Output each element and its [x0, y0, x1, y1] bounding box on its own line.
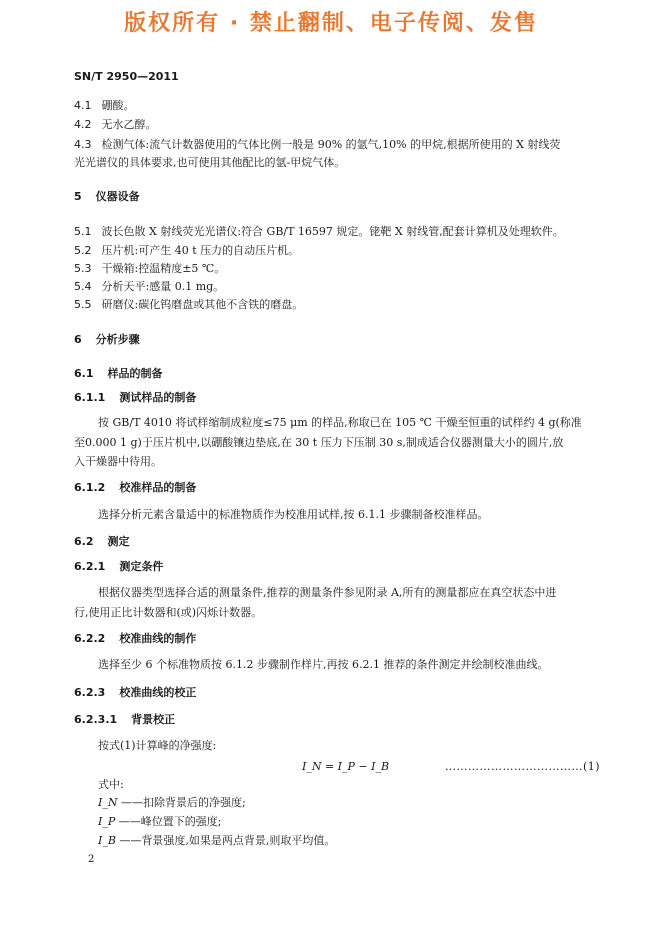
watermark-banner: 版权所有 · 禁止翻制、电子传阅、发售 — [124, 11, 538, 36]
definition-in: I_N ——扣除背景后的净强度; — [98, 796, 246, 809]
formula-1: I_N = I_P − I_B — [302, 760, 390, 773]
clause-5-4: 5.4 分析天平:感量 0.1 mg。 — [74, 280, 225, 293]
clause-4-3-cont: 光光谱仪的具体要求,也可使用其他配比的氩-甲烷气体。 — [74, 156, 346, 169]
para-6-1-2: 选择分析元素含量适中的标准物质作为校准用试样,按 6.1.1 步骤制备校准样品。 — [98, 508, 489, 521]
clause-4-3: 4.3 检测气体:流气计数器使用的气体比例一般是 90% 的氩气,10% 的甲烷,根据所使用的 X 射线荧 — [74, 138, 561, 151]
section-5-heading: 5 仪器设备 — [74, 190, 140, 203]
page-number: 2 — [88, 854, 95, 865]
section-6-1-heading: 6.1 样品的制备 — [74, 367, 163, 380]
section-6-heading: 6 分析步骤 — [74, 333, 140, 346]
clause-5-2: 5.2 压片机:可产生 40 t 压力的自动压片机。 — [74, 244, 300, 257]
para-6-1-1-line3: 入干燥器中待用。 — [74, 455, 162, 468]
clause-4-1: 4.1 硼酸。 — [74, 99, 135, 112]
para-6-1-1-line1: 按 GB/T 4010 将试样缩制成粒度≤75 μm 的样品,称取已在 105 ℃ 干燥至恒重的试样约 4 g(称准 — [98, 416, 582, 429]
section-6-2-3-1-heading: 6.2.3.1 背景校正 — [74, 713, 176, 726]
clause-5-5: 5.5 研磨仪:碳化钨磨盘或其他不含铁的磨盘。 — [74, 298, 304, 311]
where-label: 式中: — [98, 778, 124, 791]
definition-ib: I_B ——背景强度,如果是两点背景,则取平均值。 — [98, 834, 336, 847]
para-6-2-1-line1: 根据仪器类型选择合适的测量条件,推荐的测量条件参见附录 A,所有的测量都应在真空状态中进 — [98, 586, 557, 599]
clause-4-2: 4.2 无水乙醇。 — [74, 118, 157, 131]
section-6-1-1-heading: 6.1.1 测试样品的制备 — [74, 391, 197, 404]
section-6-1-2-heading: 6.1.2 校准样品的制备 — [74, 481, 197, 494]
section-6-2-heading: 6.2 测定 — [74, 535, 130, 548]
section-6-2-2-heading: 6.2.2 校准曲线的制作 — [74, 632, 197, 645]
definition-ip: I_P ——峰位置下的强度; — [98, 815, 222, 828]
section-6-2-3-heading: 6.2.3 校准曲线的校正 — [74, 686, 197, 699]
section-6-2-1-heading: 6.2.1 测定条件 — [74, 560, 164, 573]
standard-id: SN/T 2950—2011 — [74, 70, 179, 83]
para-6-2-2: 选择至少 6 个标准物质按 6.1.2 步骤制作样片,再按 6.2.1 推荐的条件测定并绘制校准曲线。 — [98, 658, 549, 671]
clause-5-3: 5.3 干燥箱:控温精度±5 ℃。 — [74, 262, 226, 275]
formula-number: ………………………………(1) — [445, 760, 601, 773]
para-6-2-3-1: 按式(1)计算峰的净强度: — [98, 739, 217, 752]
para-6-1-1-line2: 至0.000 1 g)于压片机中,以硼酸镶边垫底,在 30 t 压力下压制 30 s,制成适合仪器测量大小的圆片,放 — [74, 436, 564, 449]
clause-5-1: 5.1 波长色散 X 射线荧光光谱仪:符合 GB/T 16597 规定。铑靶 X 射线管,配套计算机及处理软件。 — [74, 225, 564, 238]
para-6-2-1-line2: 行,使用正比计数器和(或)闪烁计数器。 — [74, 606, 263, 619]
